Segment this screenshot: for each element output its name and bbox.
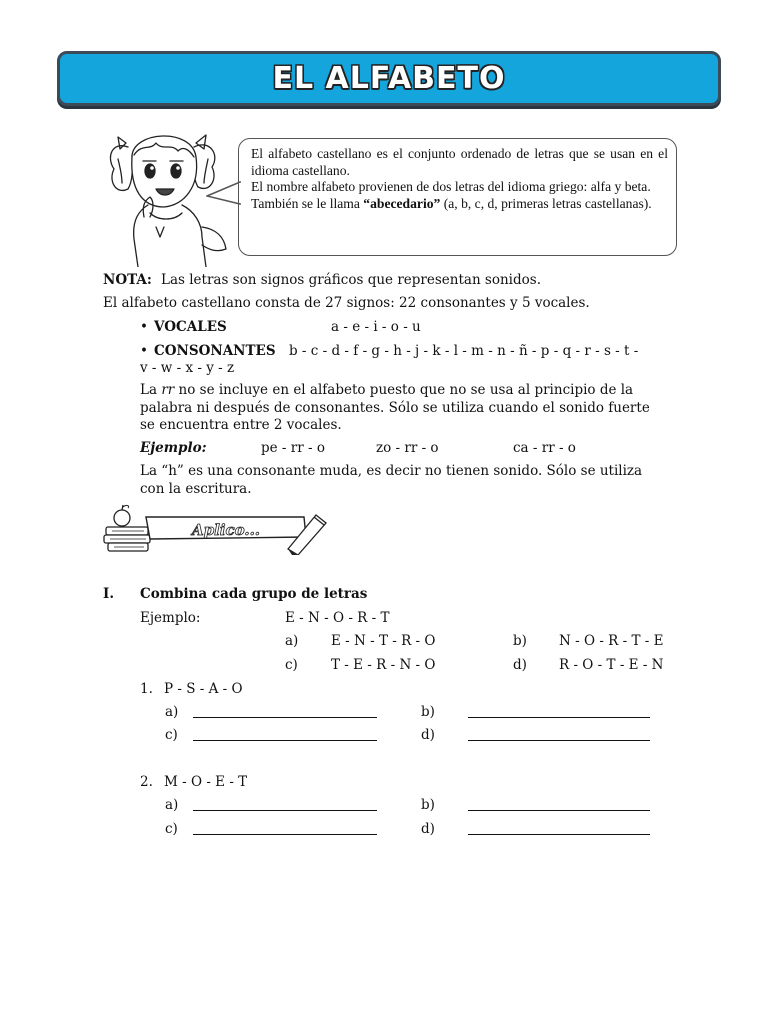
answer-label: a) [165,704,179,720]
consonantes-label: CONSONANTES [154,343,276,359]
rr-note-line1: La rr no se incluye en el alfabeto puesto que no se usa al principio de la [140,382,634,398]
h-note-line2: con la escritura. [140,481,252,497]
example-answer-value: E - N - T - R - O [331,633,436,649]
item-word: P - S - A - O [164,681,243,697]
item-number: 1. [140,681,153,697]
example-answer-label: b) [513,633,527,649]
ejemplo-item: zo - rr - o [376,440,439,456]
signos-text: El alfabeto castellano consta de 27 signos: 22 consonantes y 5 vocales. [103,295,590,311]
answer-label: c) [165,821,178,837]
page-title: EL ALFABETO [272,61,506,96]
example-answer-label: d) [513,657,527,673]
ejemplo-item: pe - rr - o [261,440,325,456]
answer-blank[interactable] [468,740,650,741]
answer-blank[interactable] [193,810,377,811]
h-note-line1: La “h” es una consonante muda, es decir no tienen sonido. Sólo se utiliza [140,463,643,479]
rr-note-line3: se encuentra entre 2 vocales. [140,417,342,433]
answer-blank[interactable] [468,717,650,718]
bubble-text-1: El alfabeto castellano es el conjunto ordenado de letras que se usan en el idioma castellano. [251,146,668,178]
consonantes-letters-2: v - w - x - y - z [140,360,235,376]
nota-label: NOTA: [103,272,152,288]
abecedario-term: “abecedario” [363,195,441,211]
vocales-bullet: • [140,319,148,335]
answer-blank[interactable] [193,740,377,741]
answer-label: b) [421,797,435,813]
bubble-text-2: El nombre alfabeto provienen de dos letras del idioma griego: alfa y beta. [251,179,651,195]
consonantes-letters-1: b - c - d - f - g - h - j - k - l - m - n - ñ - p - q - r - s - t - [289,343,639,359]
aplico-banner [100,503,332,555]
example-answer-value: R - O - T - E - N [559,657,664,673]
bubble-text-3: También se le llama “abecedario” (a, b, c, d, primeras letras castellanas). [251,195,652,211]
answer-blank[interactable] [193,834,377,835]
answer-label: c) [165,727,178,743]
nota-text: Las letras son signos gráficos que representan sonidos. [161,272,541,288]
example-answer-value: N - O - R - T - E [559,633,664,649]
ejemplo-label: Ejemplo: [140,440,207,456]
answer-blank[interactable] [468,834,650,835]
answer-label: d) [421,821,435,837]
aplico-text: Aplico... [191,521,261,539]
exercise-number: I. [103,586,115,602]
answer-label: a) [165,797,179,813]
item-word: M - O - E - T [164,774,248,790]
example-answer-label: a) [285,633,299,649]
apple-icon [114,505,130,526]
item-number: 2. [140,774,153,790]
vocales-letters: a - e - i - o - u [331,319,421,335]
answer-blank[interactable] [468,810,650,811]
answer-label: d) [421,727,435,743]
rr-note-line2: palabra ni después de consonantes. Sólo se utiliza cuando el sonido fuerte [140,400,650,416]
example-answer-label: c) [285,657,298,673]
consonantes-bullet: • [140,343,148,359]
speech-bubble [238,138,677,256]
ejemplo-item: ca - rr - o [513,440,576,456]
answer-label: b) [421,704,435,720]
example-answer-value: T - E - R - N - O [331,657,436,673]
exercise-title: Combina cada grupo de letras [140,586,368,602]
example-label: Ejemplo: [140,610,201,626]
books-icon [104,527,150,551]
vocales-label: VOCALES [154,319,227,335]
example-word: E - N - O - R - T [285,610,390,626]
answer-blank[interactable] [193,717,377,718]
